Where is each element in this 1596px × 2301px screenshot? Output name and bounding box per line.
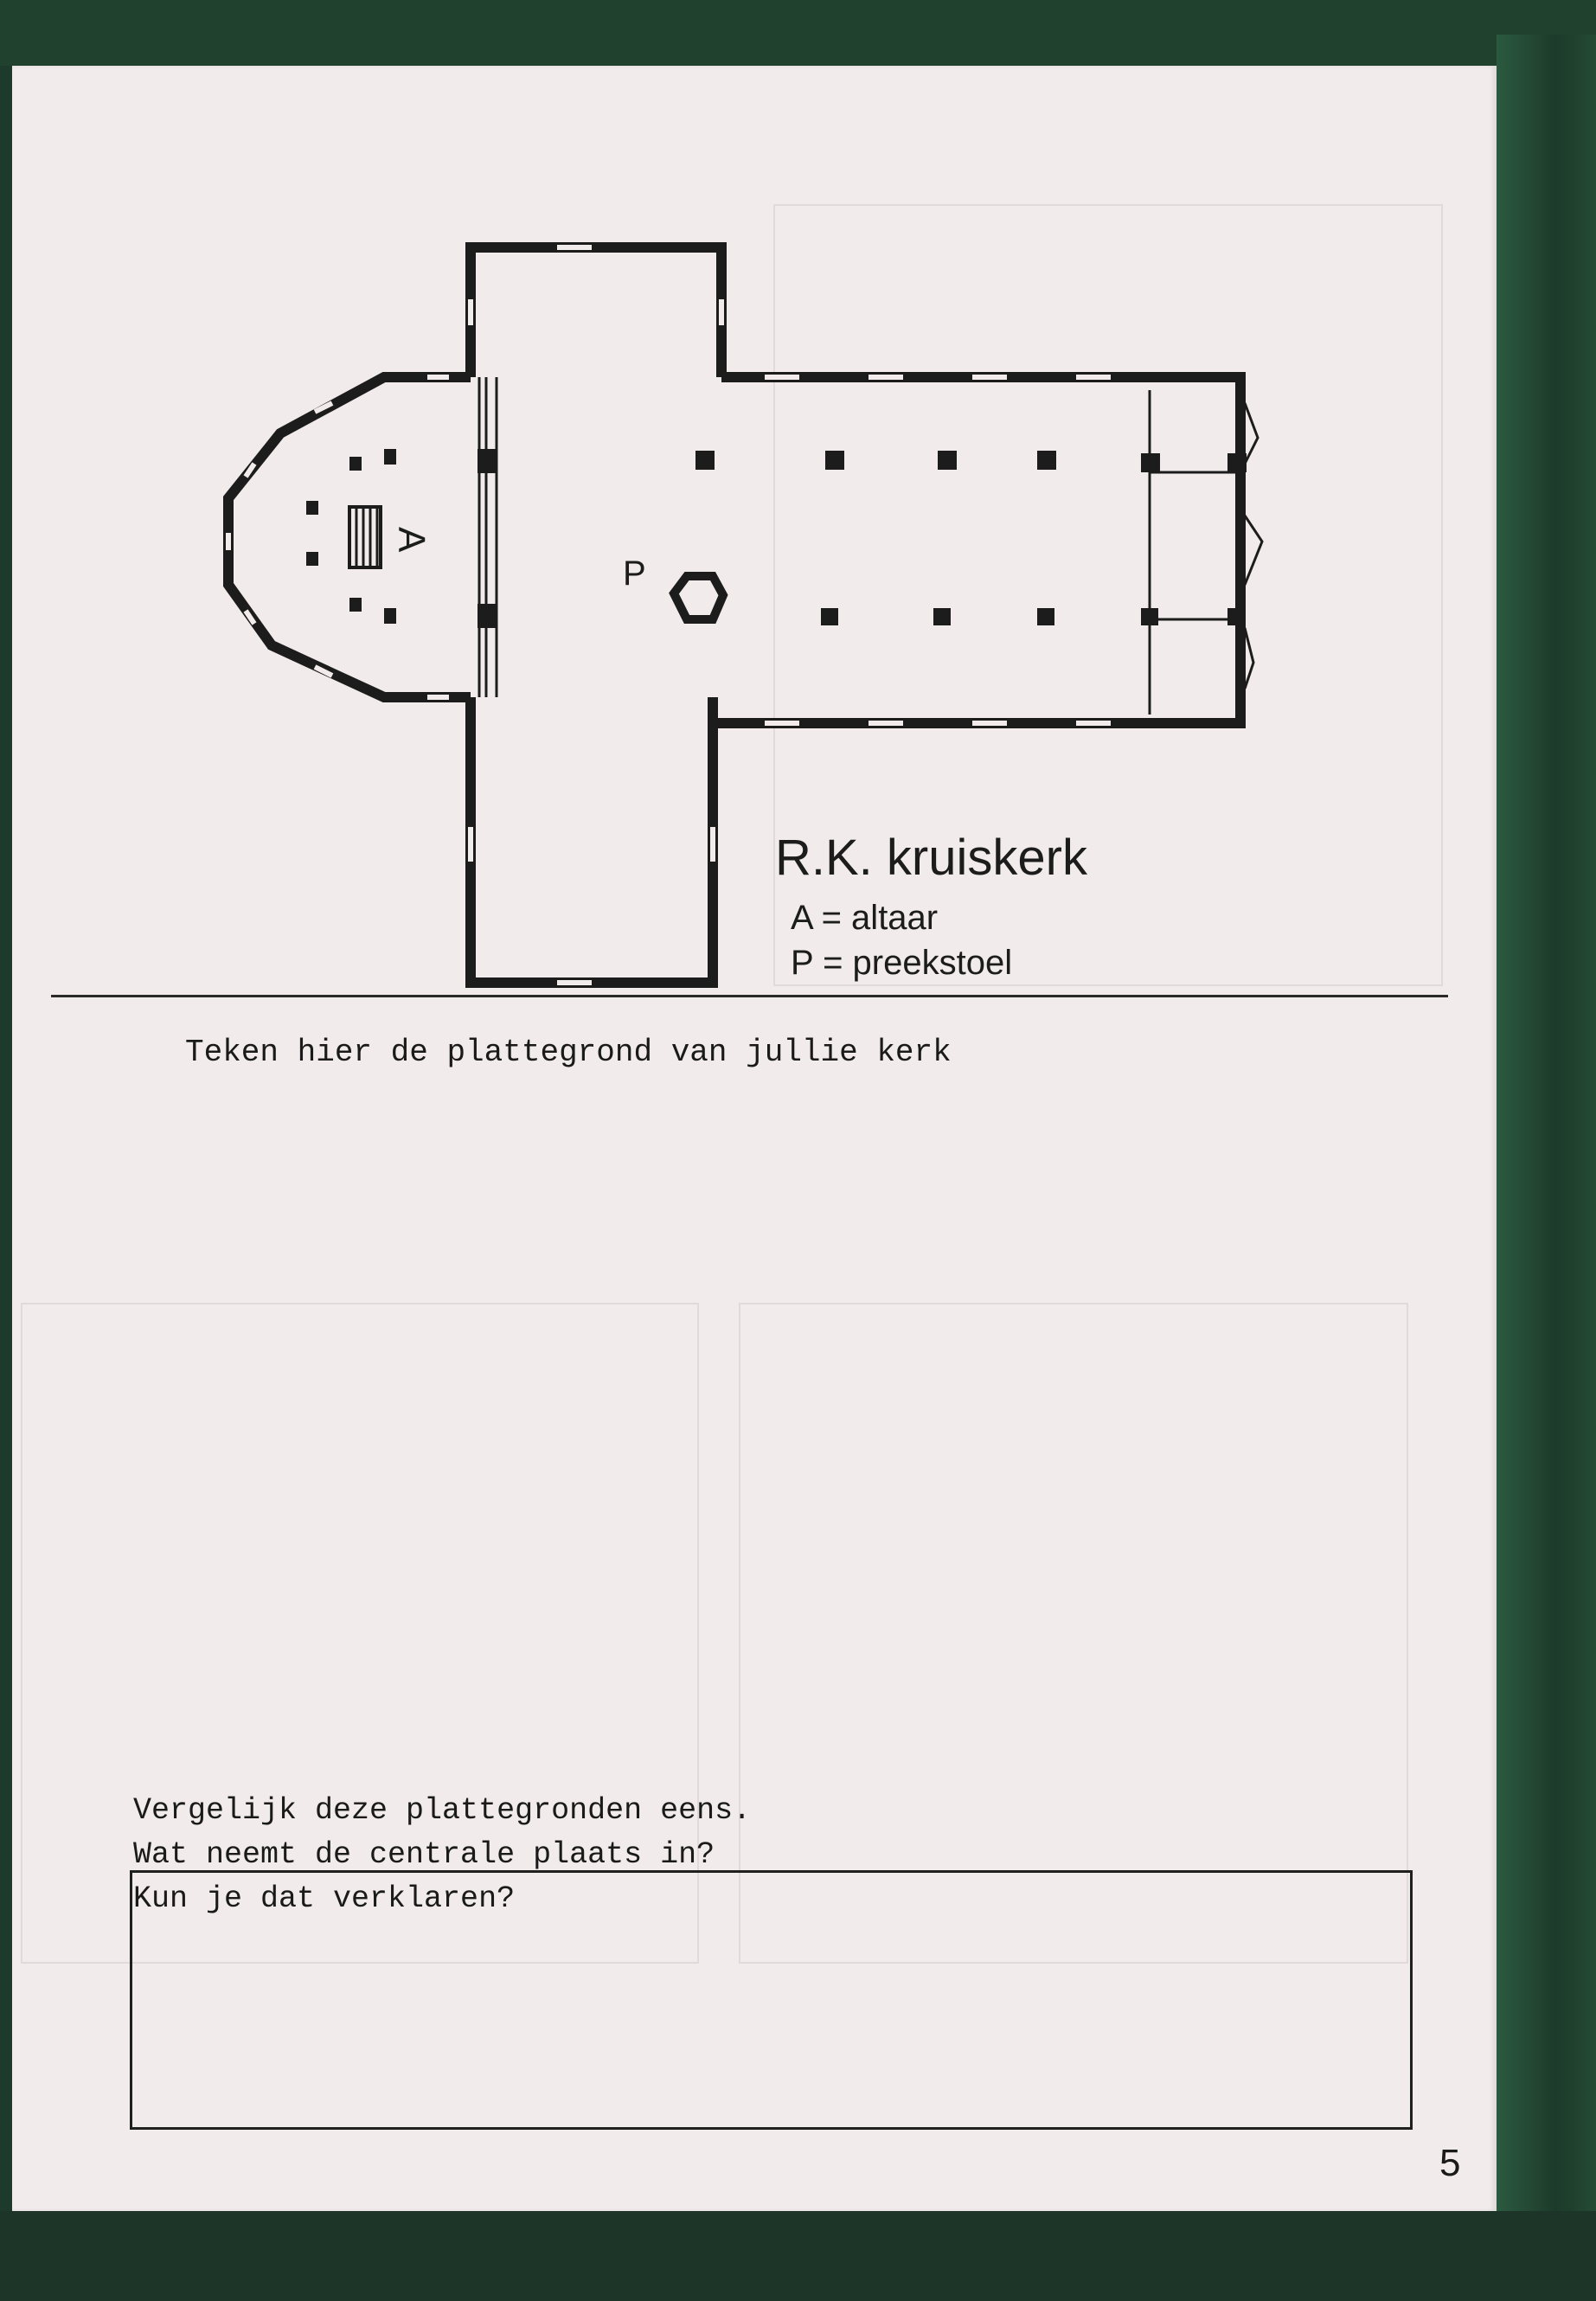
plan-title: R.K. kruiskerk <box>775 830 1087 886</box>
legend-pulpit: P = preekstoel <box>791 944 1013 982</box>
worksheet-page <box>12 66 1497 2211</box>
altar-symbol <box>349 507 381 567</box>
church-floor-plan <box>211 178 1275 1009</box>
binding-spine <box>1497 35 1596 2240</box>
answer-box[interactable] <box>130 1870 1413 2130</box>
show-through-frame <box>739 1303 1408 1964</box>
section-divider <box>51 995 1448 997</box>
question-line: Kun je dat verklaren? <box>133 1881 516 1916</box>
binding-top <box>0 0 1596 66</box>
page-number: 5 <box>1439 2142 1461 2184</box>
altar-label: A <box>390 527 433 553</box>
question-line: Wat neemt de centrale plaats in? <box>133 1837 715 1872</box>
drawing-instruction: Teken hier de plattegrond van jullie kerk <box>185 1035 952 1070</box>
question-line: Vergelijk deze plattegronden eens. <box>133 1793 752 1828</box>
pulpit-symbol <box>674 576 723 619</box>
legend-altar: A = altaar <box>791 899 939 937</box>
binding-bottom <box>0 2211 1596 2301</box>
pulpit-label: P <box>623 554 646 593</box>
